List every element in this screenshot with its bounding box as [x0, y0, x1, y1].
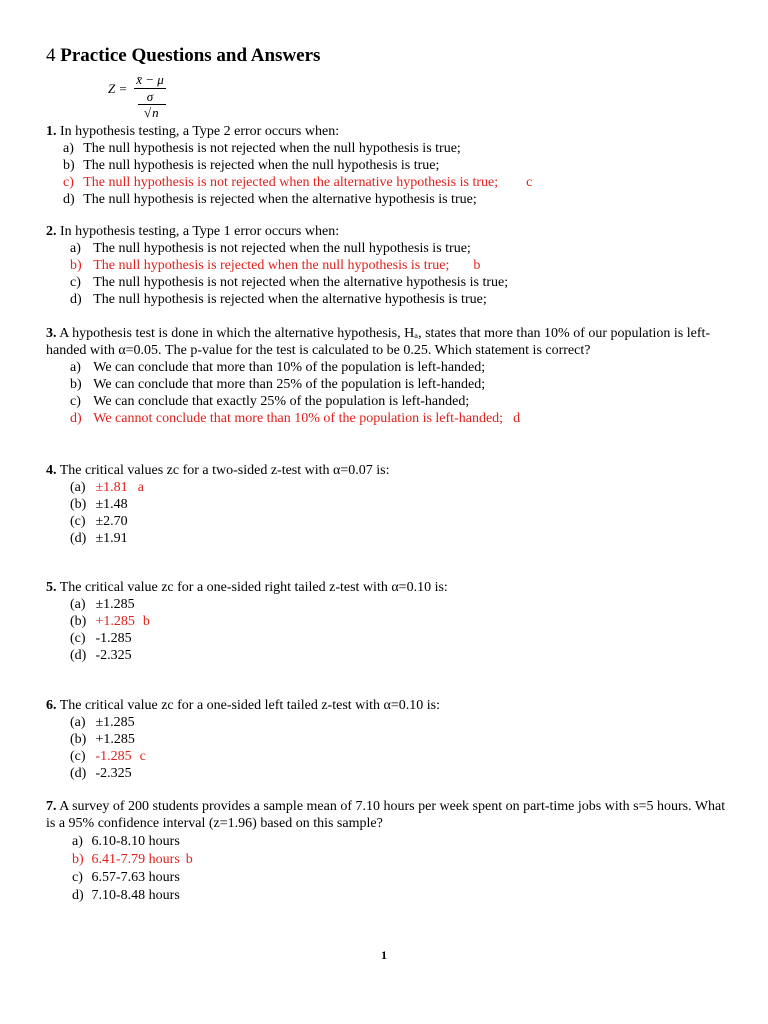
answer-letter: a — [137, 480, 144, 495]
formula-sigma: σ — [146, 89, 154, 104]
option-c — [70, 513, 726, 530]
option-label: (b) — [70, 497, 87, 512]
option-d — [70, 530, 726, 547]
option-label: d) — [70, 411, 82, 426]
option-b — [70, 376, 726, 393]
question-stem — [46, 325, 726, 359]
question-text: The critical values zc for a two-sided z-test with α=0.07 is: — [59, 463, 390, 478]
question-3 — [46, 325, 726, 427]
option-label: a) — [70, 241, 81, 256]
question-stem — [46, 579, 726, 596]
option-label: b) — [63, 158, 75, 173]
formula-lhs: Z = — [108, 81, 128, 96]
option-d — [70, 765, 726, 782]
option-text: 6.10-8.10 hours — [91, 834, 180, 849]
option-label: d) — [63, 192, 75, 207]
question-2 — [46, 223, 726, 308]
option-d — [70, 647, 726, 664]
page-number: 1 — [381, 948, 387, 962]
formula-numerator: x̄ − μ — [134, 72, 166, 89]
option-text: The null hypothesis is not rejected when the alternative hypothesis is true; — [83, 175, 499, 190]
formula-fraction — [134, 72, 166, 105]
question-stem — [46, 123, 726, 140]
option-label: c) — [70, 275, 81, 290]
option-text: The null hypothesis is not rejected when the null hypothesis is true; — [83, 141, 461, 156]
option-a — [70, 240, 726, 257]
option-text: -2.325 — [95, 766, 132, 781]
option-text: -1.285 — [95, 631, 132, 646]
question-number: 3. — [46, 326, 57, 341]
option-text: 6.57-7.63 hours — [91, 870, 180, 885]
question-number: 6. — [46, 698, 57, 713]
option-label: (c) — [70, 749, 86, 764]
option-c-correct — [63, 174, 726, 191]
sqrt-sign: √ — [144, 105, 152, 120]
answer-letter: b — [185, 852, 193, 867]
question-7 — [46, 798, 726, 905]
option-c — [72, 869, 726, 887]
option-label: d) — [70, 292, 82, 307]
option-label: (a) — [70, 480, 86, 495]
option-text: The null hypothesis is not rejected when the alternative hypothesis is true; — [93, 275, 509, 290]
option-label: b) — [72, 852, 84, 867]
option-b-correct — [72, 851, 726, 869]
option-a — [70, 359, 726, 376]
option-label: a) — [72, 834, 83, 849]
option-label: (a) — [70, 715, 86, 730]
option-text: -2.325 — [95, 648, 132, 663]
option-text: ±1.81 — [95, 480, 128, 495]
option-text: 7.10-8.48 hours — [91, 888, 180, 903]
page-title — [46, 45, 320, 67]
option-text: The null hypothesis is rejected when the alternative hypothesis is true; — [93, 292, 487, 307]
formula-sqrt — [144, 105, 160, 121]
option-label: c) — [63, 175, 74, 190]
option-label: a) — [70, 360, 81, 375]
option-b-correct — [70, 613, 726, 630]
option-label: (a) — [70, 597, 86, 612]
option-d — [70, 291, 726, 308]
question-text: The critical value zc for a one-sided left tailed z-test with α=0.10 is: — [59, 698, 441, 713]
option-text: We can conclude that exactly 25% of the population is left-handed; — [93, 394, 470, 409]
option-label: a) — [63, 141, 74, 156]
section-title: Practice Questions and Answers — [60, 45, 321, 66]
question-number: 2. — [46, 224, 57, 239]
option-b-correct — [70, 257, 726, 274]
option-a — [63, 140, 726, 157]
option-label: c) — [72, 870, 83, 885]
question-text: A hypothesis test is done in which the alternative hypothesis, Hₐ, states that more than 10% of our population is left-handed with α=0.05. The p-value for the test is calculated to be 0.25. Which statement is correct? — [46, 326, 711, 358]
question-4 — [46, 462, 726, 547]
option-text: We can conclude that more than 10% of the population is left-handed; — [93, 360, 486, 375]
option-text: We can conclude that more than 25% of the population is left-handed; — [93, 377, 486, 392]
option-text: -1.285 — [95, 749, 132, 764]
question-number: 1. — [46, 124, 57, 139]
option-b — [70, 496, 726, 513]
question-text: A survey of 200 students provides a sample mean of 7.10 hours per week spent on part-time jobs with s=5 hours. What is a 95% confidence interval (z=1.96) based on this sample? — [46, 799, 726, 831]
answer-letter: c — [139, 749, 146, 764]
question-stem — [46, 798, 726, 832]
option-text: The null hypothesis is rejected when the null hypothesis is true; — [83, 158, 440, 173]
option-label: (d) — [70, 531, 87, 546]
question-number: 4. — [46, 463, 57, 478]
question-stem — [46, 462, 726, 479]
option-d-correct — [70, 410, 726, 427]
option-label: b) — [70, 258, 82, 273]
section-number: 4 — [46, 45, 56, 66]
question-number: 5. — [46, 580, 57, 595]
question-5 — [46, 579, 726, 664]
option-text: We cannot conclude that more than 10% of the population is left-handed; — [93, 411, 504, 426]
sqrt-radicand: n — [152, 105, 159, 120]
option-label: (d) — [70, 648, 87, 663]
option-text: ±1.91 — [95, 531, 128, 546]
option-b — [70, 731, 726, 748]
option-label: (b) — [70, 732, 87, 747]
answer-letter: b — [473, 258, 481, 273]
question-text: The critical value zc for a one-sided right tailed z-test with α=0.10 is: — [59, 580, 448, 595]
option-d — [72, 887, 726, 905]
question-6 — [46, 697, 726, 782]
option-label: c) — [70, 394, 81, 409]
option-label: (d) — [70, 766, 87, 781]
question-stem — [46, 223, 726, 240]
option-text: +1.285 — [95, 732, 135, 747]
option-c-correct — [70, 748, 726, 765]
answer-letter: b — [142, 614, 150, 629]
option-text: The null hypothesis is rejected when the alternative hypothesis is true; — [83, 192, 477, 207]
option-d — [63, 191, 726, 208]
option-c — [70, 274, 726, 291]
option-label: (c) — [70, 514, 86, 529]
answer-letter: d — [513, 411, 521, 426]
option-b — [63, 157, 726, 174]
option-text: The null hypothesis is rejected when the null hypothesis is true; — [93, 258, 450, 273]
option-a — [70, 714, 726, 731]
question-text: In hypothesis testing, a Type 1 error occurs when: — [60, 224, 340, 239]
option-c — [70, 393, 726, 410]
question-text: In hypothesis testing, a Type 2 error occurs when: — [60, 124, 340, 139]
option-text: ±1.285 — [95, 715, 135, 730]
option-c — [70, 630, 726, 647]
option-text: ±1.48 — [95, 497, 128, 512]
question-number: 7. — [46, 799, 57, 814]
option-text: 6.41-7.79 hours — [91, 852, 180, 867]
option-a-correct — [70, 479, 726, 496]
option-text: ±2.70 — [95, 514, 128, 529]
option-label: b) — [70, 377, 82, 392]
option-a — [70, 596, 726, 613]
question-1 — [46, 123, 726, 208]
answer-letter: c — [526, 175, 533, 190]
option-text: +1.285 — [95, 614, 135, 629]
option-a — [72, 833, 726, 851]
option-text: ±1.285 — [95, 597, 135, 612]
option-label: d) — [72, 888, 84, 903]
question-stem — [46, 697, 726, 714]
option-text: The null hypothesis is not rejected when the null hypothesis is true; — [93, 241, 471, 256]
option-label: (b) — [70, 614, 87, 629]
option-label: (c) — [70, 631, 86, 646]
